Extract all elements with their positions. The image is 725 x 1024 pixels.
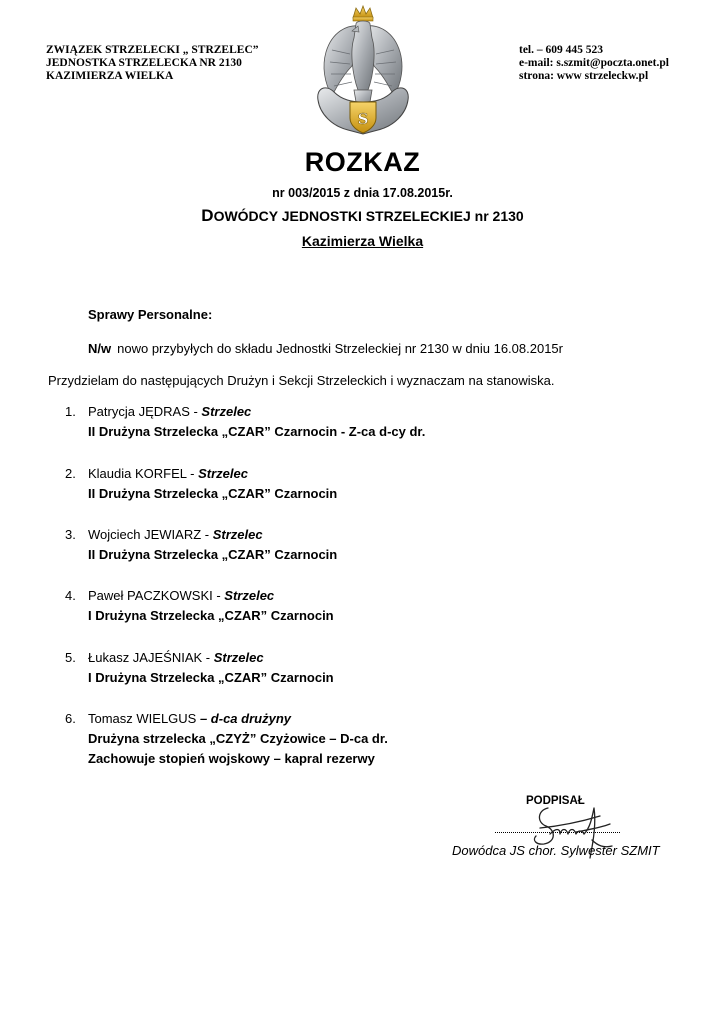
item-rank: Strzelec	[212, 527, 263, 542]
list-item	[65, 648, 334, 688]
list-item	[65, 464, 337, 504]
item-name: Klaudia KORFEL -	[88, 466, 199, 481]
signature-label: PODPISAŁ	[526, 795, 585, 807]
item-number: 4.	[65, 588, 76, 603]
commander-rest: OWÓDCY JEDNOSTKI STRZELECKIEJ nr 2130	[213, 208, 524, 224]
item-name: Łukasz JAJEŚNIAK -	[88, 650, 214, 665]
list-item	[65, 402, 425, 442]
document-title: ROZKAZ	[304, 147, 421, 177]
item-name: Patrycja JĘDRAS -	[88, 404, 202, 419]
item-rank: – d-ca drużyny	[199, 711, 291, 726]
commander-initial: D	[201, 206, 214, 225]
item-assignment: Drużyna strzelecka „CZYŻ” Czyżowice – D-ca dr.	[88, 731, 388, 746]
item-assignment: II Drużyna Strzelecka „CZAR” Czarnocin	[88, 547, 338, 562]
header-website: strona: www strzeleckw.pl	[519, 70, 649, 82]
item-note: Zachowuje stopień wojskowy – kapral rezerwy	[88, 751, 375, 766]
header-contact	[519, 44, 669, 83]
header-org-line: JEDNOSTKA STRZELECKA NR 2130	[46, 57, 242, 69]
item-rank: Strzelec	[213, 650, 264, 665]
list-item	[65, 586, 334, 626]
item-number: 2.	[65, 466, 76, 481]
assign-text: Przydzielam do następujących Drużyn i Sekcji Strzeleckich i wyznaczam na stanowiska.	[48, 373, 555, 388]
emblem-letter: S	[357, 110, 369, 128]
signatory-name: Dowódca JS chor. Sylwester SZMIT	[452, 843, 660, 858]
header-phone: tel. – 609 445 523	[519, 44, 604, 56]
header-organization	[46, 44, 259, 83]
place-name: Kazimierza Wielka	[301, 233, 424, 249]
header-org-line: ZWIĄZEK STRZELECKI „ STRZELEC”	[46, 44, 259, 56]
item-number: 3.	[65, 527, 76, 542]
item-rank: Strzelec	[224, 588, 275, 603]
list-item	[65, 709, 388, 769]
header-org-line: KAZIMIERZA WIELKA	[46, 70, 174, 82]
nw-line	[88, 339, 563, 359]
nw-bold: N/w	[88, 341, 112, 356]
order-number: nr 003/2015 z dnia 17.08.2015r.	[272, 186, 453, 200]
commander-line	[0, 206, 725, 226]
item-name: Wojciech JEWIARZ -	[88, 527, 213, 542]
section-label: Sprawy Personalne:	[88, 307, 213, 322]
header-email: e-mail: s.szmit@poczta.onet.pl	[519, 57, 669, 69]
nw-text: nowo przybyłych do składu Jednostki Strzeleckiej nr 2130 w dniu 16.08.2015r	[117, 341, 563, 356]
item-number: 5.	[65, 650, 76, 665]
item-number: 6.	[65, 711, 76, 726]
item-assignment: I Drużyna Strzelecka „CZAR” Czarnocin	[88, 608, 334, 623]
list-item	[65, 525, 337, 565]
place-line	[0, 233, 725, 249]
item-name: Paweł PACZKOWSKI -	[88, 588, 225, 603]
item-assignment: II Drużyna Strzelecka „CZAR” Czarnocin - Z-ca d-cy dr.	[88, 424, 426, 439]
item-name: Tomasz WIELGUS	[88, 711, 200, 726]
item-number: 1.	[65, 404, 76, 419]
item-rank: Strzelec	[201, 404, 252, 419]
eagle-emblem-icon	[312, 4, 414, 140]
item-assignment: I Drużyna Strzelecka „CZAR” Czarnocin	[88, 670, 334, 685]
item-rank: Strzelec	[198, 466, 248, 481]
item-assignment: II Drużyna Strzelecka „CZAR” Czarnocin	[88, 486, 338, 501]
